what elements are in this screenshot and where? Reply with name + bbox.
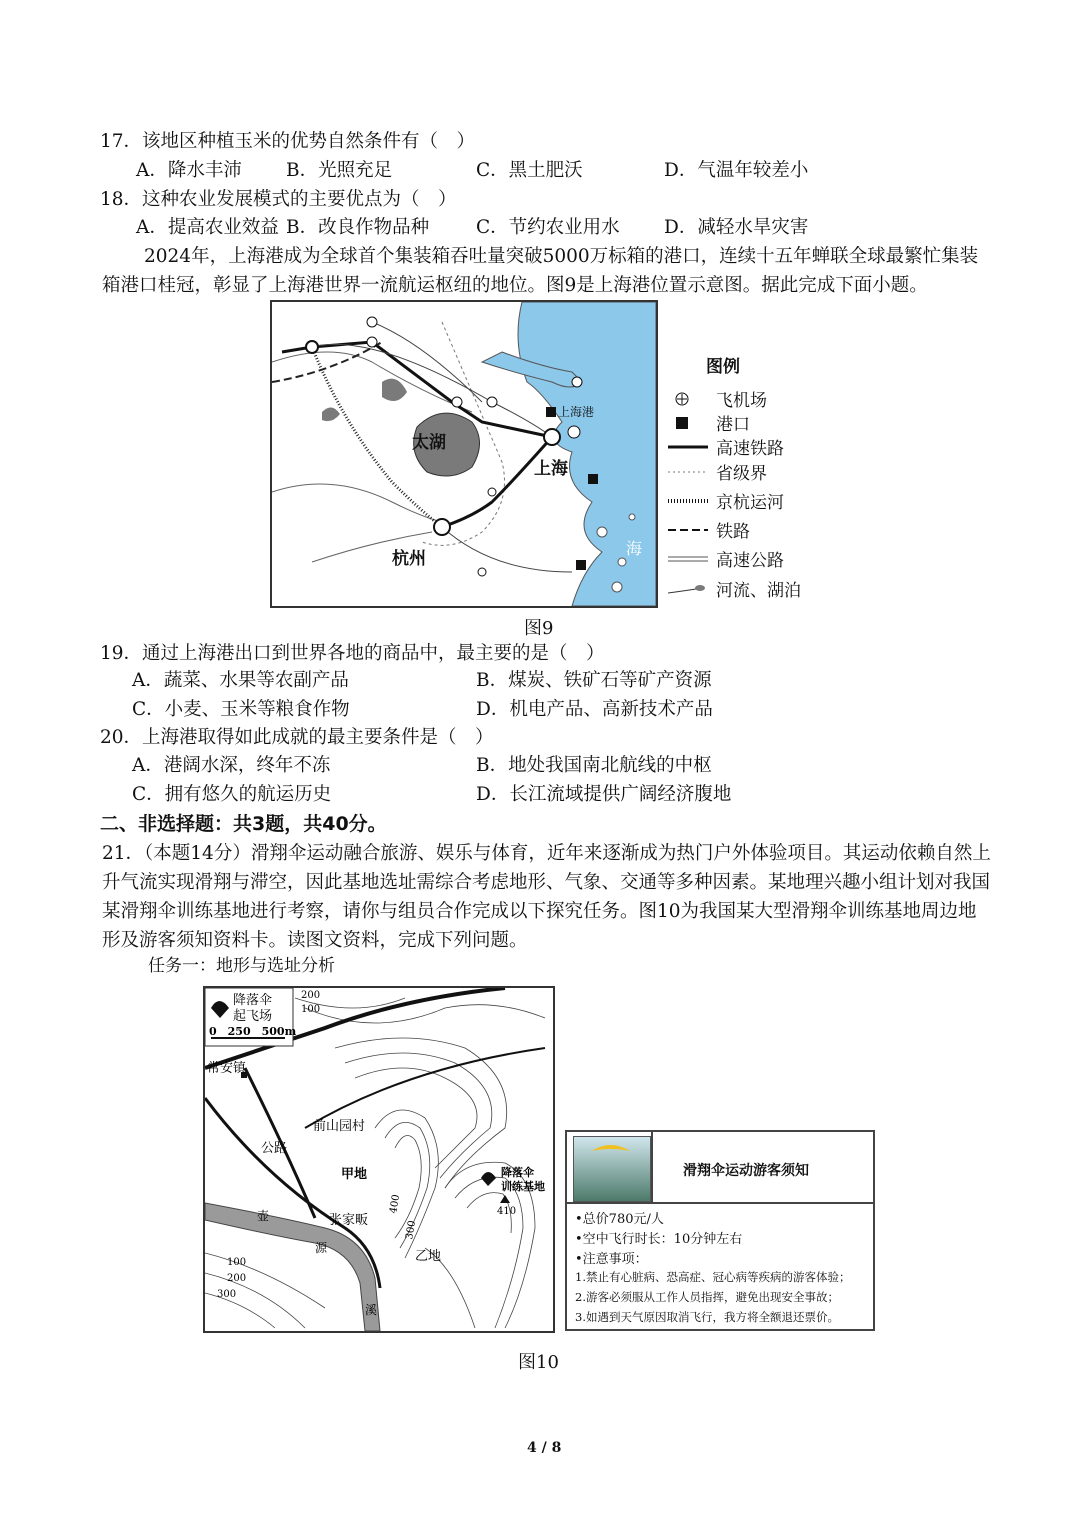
q19-option-d: D．机电产品、高新技术产品 bbox=[476, 699, 713, 720]
q18-option-b: B．改良作物品种 bbox=[286, 217, 430, 238]
contour-200b: 200 bbox=[227, 1273, 247, 1284]
card-title: 滑翔伞运动游客须知 bbox=[683, 1163, 809, 1179]
label-dong: 东 bbox=[574, 539, 591, 558]
legend-port: 港口 bbox=[668, 410, 750, 435]
q19-option-c: C．小麦、玉米等粮食作物 bbox=[132, 699, 350, 720]
port-icon bbox=[668, 413, 708, 433]
page-number: 4 / 8 bbox=[527, 1440, 562, 1456]
task1-label: 任务一：地形与选址分析 bbox=[148, 956, 335, 976]
base-parachute-icon bbox=[481, 1172, 496, 1186]
label-shanghai: 上海 bbox=[534, 459, 568, 479]
q17-option-d: D．气温年较差小 bbox=[664, 160, 809, 181]
q20-option-d: D．长江流域提供广阔经济腹地 bbox=[476, 784, 732, 805]
label-village: 前山园村 bbox=[313, 1119, 366, 1134]
contour-100a: 100 bbox=[301, 1004, 321, 1015]
legend-label-2: 起飞场 bbox=[233, 1009, 273, 1024]
label-peak: 410 bbox=[497, 1206, 517, 1217]
canal-icon bbox=[668, 491, 708, 511]
legend-high-speed-rail: 高速铁路 bbox=[668, 434, 784, 459]
q20-stem: 20．上海港取得如此成就的最主要条件是（ ） bbox=[100, 727, 494, 748]
contour-400: 400 bbox=[388, 1193, 403, 1215]
highway-icon bbox=[668, 549, 708, 569]
card-note-1: 1.禁止有心脏病、恐高症、冠心病等疾病的游客体验； bbox=[575, 1270, 851, 1284]
q21-text: 21．（本题14分）滑翔伞运动融合旅游、娱乐与体育，近年来逐渐成为热门户外体验项目。其运动依赖自然上升气流实现滑翔与滞空，因此基地选址需综合考虑地形、气象、交通等多种因素。某地理兴趣小组计划对我国某滑翔伞训练基地进行考察，请你与组员合作完成以下探究任务。图10为我国某大型滑翔伞训练基地周边地形及游客须知资料卡。读图文资料，完成下列问题。 bbox=[102, 843, 991, 951]
contour-300b: 300 bbox=[217, 1289, 237, 1300]
q17-stem: 17．该地区种植玉米的优势自然条件有（ ） bbox=[100, 131, 476, 152]
q18-option-a: A．提高农业效益 bbox=[136, 217, 279, 238]
figure10-caption: 图10 bbox=[518, 1352, 559, 1373]
contour-300: 300 bbox=[404, 1219, 419, 1241]
peak-triangle-icon bbox=[500, 1195, 510, 1203]
legend-canal: 京杭运河 bbox=[668, 488, 784, 513]
visitor-notice-card bbox=[565, 1130, 875, 1331]
legend-province-border: 省级界 bbox=[668, 459, 767, 484]
card-price: •总价780元/人 bbox=[575, 1212, 664, 1227]
paraglider-icon bbox=[574, 1137, 650, 1201]
q20-option-a: A．港阔水深，终年不冻 bbox=[132, 755, 331, 776]
legend-airport: 飞机场 bbox=[668, 386, 767, 411]
q19-stem: 19．通过上海港出口到世界各地的商品中，最主要的是（ ） bbox=[100, 643, 605, 664]
q17-option-c: C．黑土肥沃 bbox=[476, 160, 583, 181]
label-shanghai-port: 上海港 bbox=[558, 405, 595, 419]
label-town: 常安镇 bbox=[207, 1061, 247, 1076]
q17-option-a: A．降水丰沛 bbox=[136, 160, 242, 181]
map-scale: 0 250 500m bbox=[209, 1025, 297, 1038]
shanghai-region-map bbox=[272, 302, 656, 606]
card-flight-time: •空中飞行时长：10分钟左右 bbox=[575, 1232, 743, 1247]
label-river-3: 溪 bbox=[365, 1303, 378, 1317]
figure9-caption: 图9 bbox=[524, 618, 554, 639]
legend-label-1: 降落伞 bbox=[233, 993, 273, 1008]
shanghai-intro: 2024年，上海港成为全球首个集装箱吞吐量突破5000万标箱的港口，连续十五年蝉联全球最繁忙集装箱港口桂冠，彰显了上海港世界一流航运枢纽的地位。图9是上海港位置示意图。据此完成下面小题。 bbox=[102, 246, 979, 296]
contour-100b: 100 bbox=[227, 1257, 247, 1268]
legend-highway: 高速公路 bbox=[668, 546, 784, 571]
label-yi: 乙地 bbox=[415, 1249, 442, 1264]
figure9-legend bbox=[668, 352, 848, 612]
terrain-map bbox=[205, 988, 553, 1331]
province-border-icon bbox=[668, 462, 708, 482]
legend-river-lake: 河流、湖泊 bbox=[668, 576, 801, 601]
label-base-2: 训练基地 bbox=[501, 1180, 545, 1193]
q17-option-b: B．光照充足 bbox=[286, 160, 393, 181]
q20-option-b: B．地处我国南北航线的中枢 bbox=[476, 755, 712, 776]
label-hangzhou: 杭州 bbox=[392, 549, 426, 569]
high-speed-rail-icon bbox=[668, 437, 708, 457]
q19-option-a: A．蔬菜、水果等农副产品 bbox=[132, 670, 349, 691]
railway-icon bbox=[668, 520, 708, 540]
airport-icon bbox=[668, 389, 708, 409]
label-base-1: 降落伞 bbox=[501, 1166, 534, 1179]
section2-title: 二、非选择题：共3题，共40分。 bbox=[100, 813, 387, 835]
legend-railway: 铁路 bbox=[668, 517, 750, 542]
label-zhangjia: 张家畈 bbox=[329, 1213, 369, 1228]
q20-option-c: C．拥有悠久的航运历史 bbox=[132, 784, 332, 805]
figure10-topo-map bbox=[203, 986, 555, 1333]
label-jia: 甲地 bbox=[341, 1167, 368, 1182]
contour-200a: 200 bbox=[301, 990, 321, 1001]
legend-title: 图例 bbox=[706, 357, 740, 377]
label-hai: 海 bbox=[626, 539, 643, 558]
card-notes-title: •注意事项： bbox=[575, 1252, 648, 1267]
q18-stem: 18．这种农业发展模式的主要优点为（ ） bbox=[100, 189, 457, 210]
figure9-map bbox=[270, 300, 658, 608]
q18-option-d: D．减轻水旱灾害 bbox=[664, 217, 809, 238]
label-river-1: 壶 bbox=[257, 1209, 270, 1223]
q19-option-b: B．煤炭、铁矿石等矿产资源 bbox=[476, 670, 712, 691]
paraglider-photo bbox=[573, 1136, 651, 1202]
label-taihu: 太湖 bbox=[412, 433, 446, 453]
q18-option-c: C．节约农业用水 bbox=[476, 217, 620, 238]
river-lake-icon bbox=[668, 579, 708, 599]
label-river-2: 源 bbox=[315, 1241, 328, 1255]
card-note-3: 3.如遇到天气原因取消飞行，我方将全额退还票价。 bbox=[575, 1310, 839, 1324]
label-road: 公路 bbox=[261, 1141, 288, 1156]
card-note-2: 2.游客必须服从工作人员指挥，避免出现安全事故； bbox=[575, 1290, 839, 1304]
